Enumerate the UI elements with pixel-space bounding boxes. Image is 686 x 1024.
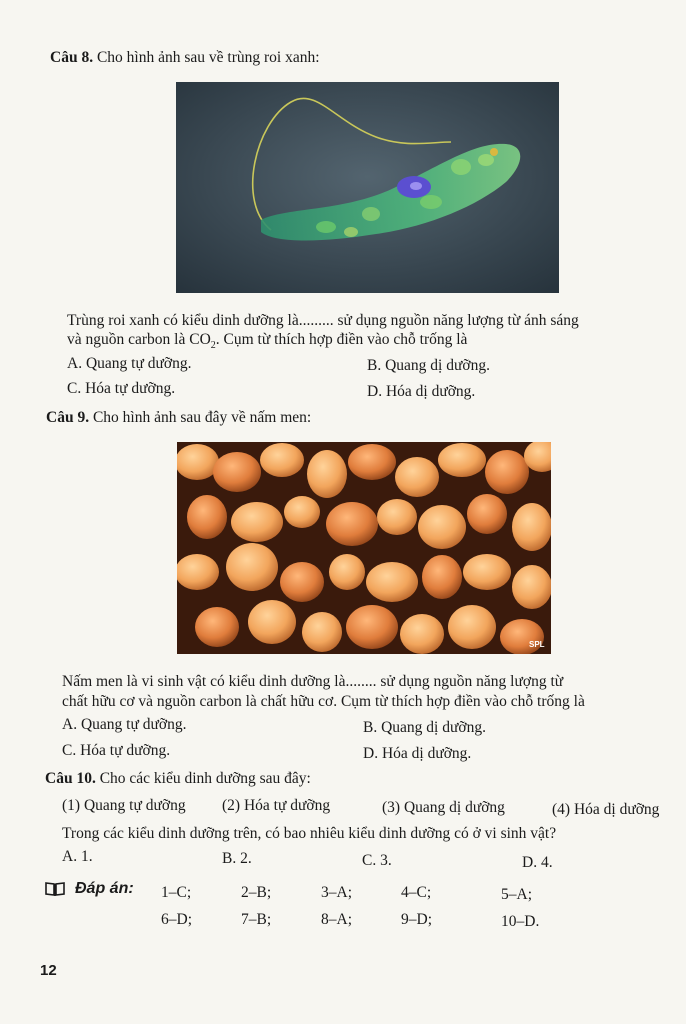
answer-key-label: Đáp án: [75, 880, 134, 897]
question-8-prompt: Cho hình ảnh sau về trùng roi xanh: [96, 49, 320, 66]
answer-1: 1–C; [161, 884, 192, 901]
question-8-co2-subscript: 2 [210, 340, 216, 352]
question-10-item-1: (1) Quang tự dưỡng [62, 797, 186, 814]
page-number: 12 [40, 962, 57, 979]
question-8-stem-line-2-start: và nguồn carbon là CO [67, 331, 211, 348]
answer-8: 8–A; [321, 911, 352, 928]
answer-4: 4–C; [401, 884, 432, 901]
answer-5: 5–A; [501, 886, 532, 903]
question-10-item-3: (3) Quang dị dưỡng [382, 799, 505, 816]
answer-3: 3–A; [321, 884, 352, 901]
question-9-option-d[interactable]: D. Hóa dị dưỡng. [363, 745, 472, 762]
question-8-stem-line-1: Trùng roi xanh có kiểu dinh dưỡng là......... sử dụng nguồn năng lượng từ ánh sáng [67, 312, 579, 329]
question-8-option-c[interactable]: C. Hóa tự dưỡng. [67, 380, 176, 397]
question-9-option-a[interactable]: A. Quang tự dưỡng. [62, 716, 187, 733]
question-8-option-b[interactable]: B. Quang dị dưỡng. [367, 357, 490, 374]
question-10-option-b[interactable]: B. 2. [222, 850, 252, 867]
yeast-image [177, 442, 551, 654]
question-10-question: Trong các kiểu dinh dưỡng trên, có bao nhiêu kiểu dinh dưỡng có ở vi sinh vật? [62, 825, 557, 842]
answer-6: 6–D; [161, 911, 192, 928]
euglena-image [176, 82, 559, 293]
yeast-photo-credit: SPL [529, 640, 545, 649]
question-10-number: Câu 10. [45, 770, 96, 787]
question-10-item-2: (2) Hóa tự dưỡng [222, 797, 331, 814]
answer-9: 9–D; [401, 911, 432, 928]
question-10-heading [45, 770, 311, 788]
question-10-prompt: Cho các kiểu dinh dưỡng sau đây: [99, 770, 311, 787]
answer-key-heading [45, 880, 134, 898]
question-10-option-d[interactable]: D. 4. [522, 854, 553, 871]
question-8-heading [50, 49, 320, 67]
question-9-prompt: Cho hình ảnh sau đây về nấm men: [92, 409, 312, 426]
question-10-option-c[interactable]: C. 3. [362, 852, 392, 869]
question-8-stem-line-2-end: . Cụm từ thích hợp điền vào chỗ trống là [215, 331, 468, 348]
question-8-stem-line-2 [67, 330, 467, 356]
question-10-item-4: (4) Hóa dị dưỡng [552, 801, 660, 818]
question-9-option-c[interactable]: C. Hóa tự dưỡng. [62, 742, 171, 759]
open-book-icon [45, 881, 65, 897]
question-9-stem-line-2: chất hữu cơ và nguồn carbon là chất hữu cơ. Cụm từ thích hợp điền vào chỗ trống là [62, 693, 585, 710]
answer-7: 7–B; [241, 911, 272, 928]
question-8-option-a[interactable]: A. Quang tự dưỡng. [67, 355, 192, 372]
answer-10: 10–D. [501, 913, 540, 930]
question-8-number: Câu 8. [50, 49, 94, 66]
answer-2: 2–B; [241, 884, 272, 901]
question-10-option-a[interactable]: A. 1. [62, 848, 93, 865]
question-9-stem-line-1: Nấm men là vi sinh vật có kiểu dinh dưỡng là........ sử dụng nguồn năng lượng từ [62, 673, 564, 690]
question-8-option-d[interactable]: D. Hóa dị dưỡng. [367, 383, 476, 400]
question-9-number: Câu 9. [46, 409, 90, 426]
question-9-heading [46, 409, 311, 427]
question-9-option-b[interactable]: B. Quang dị dưỡng. [363, 719, 486, 736]
